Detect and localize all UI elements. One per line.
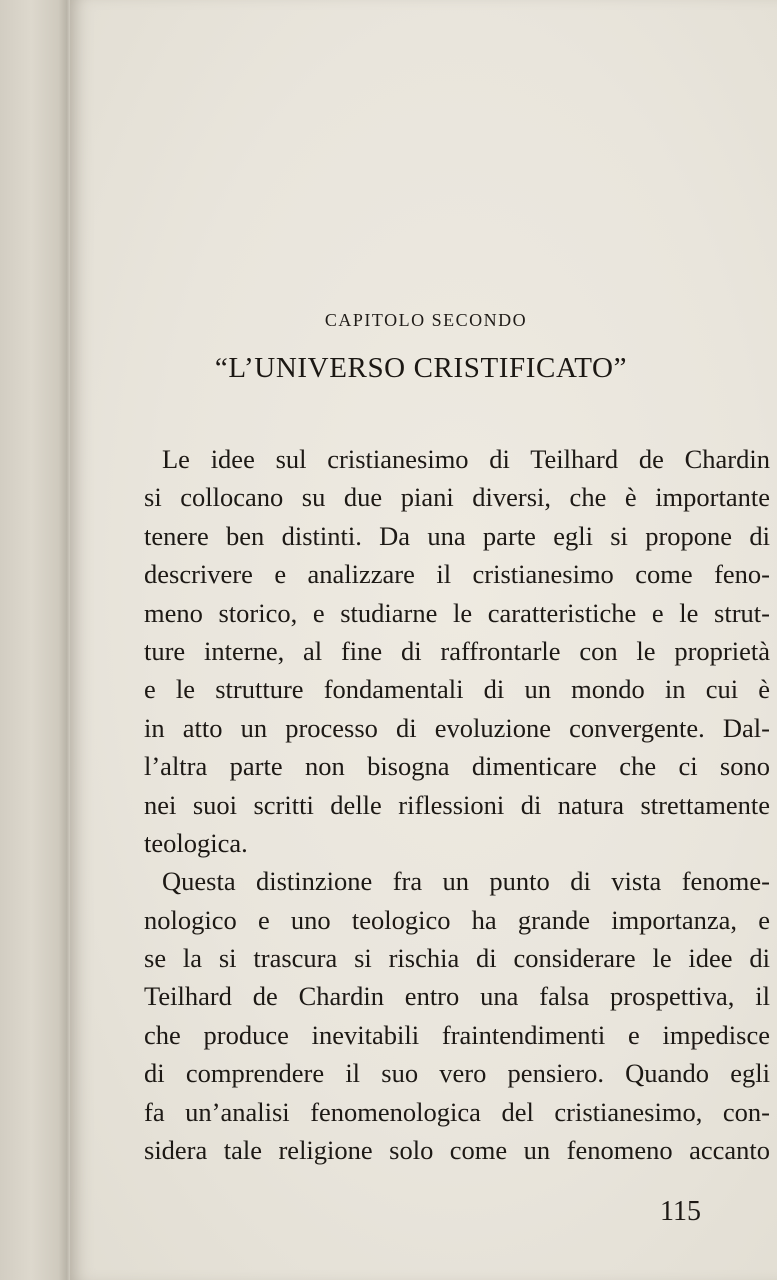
text-line: descrivere e analizzare il cristianesimo come feno- xyxy=(144,559,770,590)
page-number: 115 xyxy=(660,1196,701,1227)
text-line: se la si trascura si rischia di considerare le idee di xyxy=(144,943,770,974)
text-line: sidera tale religione solo come un fenomeno accanto xyxy=(144,1135,770,1166)
text-line: nologico e uno teologico ha grande importanza, e xyxy=(144,904,770,935)
book-page xyxy=(70,0,777,1280)
text-line: e le strutture fondamentali di un mondo in cui è xyxy=(144,674,770,705)
text-line: Teilhard de Chardin entro una falsa prospettiva, il xyxy=(144,981,770,1012)
paragraph-2 xyxy=(144,862,770,1169)
body-text xyxy=(144,440,770,1169)
text-line: l’altra parte non bisogna dimenticare che ci sono xyxy=(144,751,770,782)
text-line: teologica. xyxy=(144,827,248,858)
text-line: Questa distinzione fra un punto di vista fenome- xyxy=(162,866,770,897)
paragraph-1 xyxy=(144,440,770,862)
text-line: si collocano su due piani diversi, che è importante xyxy=(144,482,770,513)
text-line: ture interne, al fine di raffrontarle con le proprietà xyxy=(144,635,770,666)
text-line: che produce inevitabili fraintendimenti e impedisce xyxy=(144,1019,770,1050)
text-line: di comprendere il suo vero pensiero. Quando egli xyxy=(144,1058,770,1089)
chapter-label: CAPITOLO SECONDO xyxy=(324,310,528,330)
text-line: Le idee sul cristianesimo di Teilhard de Chardin xyxy=(162,444,770,474)
chapter-title: “L’UNIVERSO CRISTIFICATO” xyxy=(214,352,628,384)
text-line: nei suoi scritti delle riflessioni di natura strettamente xyxy=(144,789,770,820)
text-line: fa un’analisi fenomenologica del cristianesimo, con- xyxy=(144,1096,770,1127)
text-line: meno storico, e studiarne le caratteristiche e le strut- xyxy=(144,597,770,628)
text-line: tenere ben distinti. Da una parte egli si propone di xyxy=(144,520,770,551)
text-line: in atto un processo di evoluzione convergente. Dal- xyxy=(144,712,770,743)
